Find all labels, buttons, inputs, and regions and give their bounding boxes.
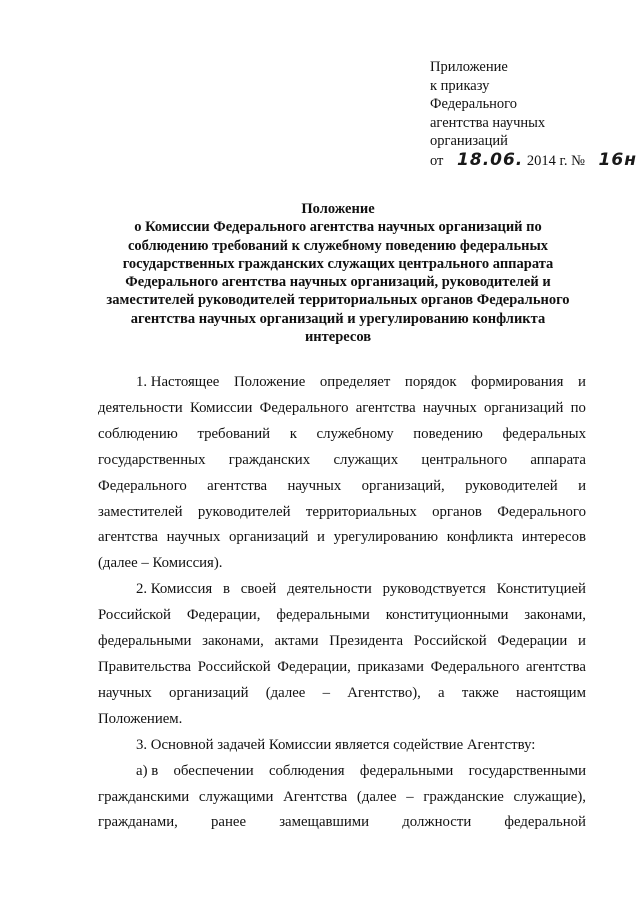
body-word: служащих xyxy=(333,451,399,468)
body-word: ранее xyxy=(211,814,247,831)
body-word: соблюдению xyxy=(98,425,178,442)
body-word: государственных xyxy=(98,451,206,468)
body-word: Федерального xyxy=(497,503,586,520)
title-line: заместителей руководителей территориальных органов Федерального xyxy=(106,292,570,309)
body-word: обеспечении xyxy=(173,762,254,779)
body-word: урегулированию xyxy=(333,529,439,546)
title-line: о Комиссии Федерального агентства научных организаций по xyxy=(134,219,542,236)
body-word: гражданские xyxy=(423,788,504,805)
body-line xyxy=(98,655,586,681)
appendix-line: Федерального xyxy=(430,96,518,112)
body-word: и xyxy=(578,374,586,390)
body-word: гражданами, xyxy=(98,814,178,831)
body-word: поведению xyxy=(413,425,483,442)
body-word: служащие), xyxy=(513,788,586,805)
body-word: научных xyxy=(98,684,152,701)
body-word: организаций xyxy=(229,529,309,546)
body-line xyxy=(98,396,586,422)
body-line xyxy=(98,681,586,707)
body-word: служебному xyxy=(316,425,394,442)
body-word: федеральной xyxy=(504,814,586,831)
body-word: научных xyxy=(287,477,342,494)
title-line: агентства научных организаций и урегулированию конфликта xyxy=(130,310,546,327)
body-word: агентства xyxy=(207,477,268,494)
body-word: Федерального xyxy=(259,399,349,416)
body-word: – xyxy=(322,684,330,701)
body-word: замещавшими xyxy=(279,814,370,831)
body-word: в xyxy=(223,581,230,598)
body-word: деятельности xyxy=(98,399,183,416)
body-line xyxy=(98,448,586,474)
title-line: Положение xyxy=(301,201,375,217)
body-word: – xyxy=(406,788,414,805)
body-word: приказами xyxy=(357,658,424,675)
body-word: конституционными xyxy=(385,607,509,624)
body-line xyxy=(98,370,586,396)
body-word: Положение xyxy=(233,374,306,390)
appendix-line: организаций xyxy=(430,133,508,149)
body-word: организаций xyxy=(169,684,249,701)
title-line: соблюдению требований к служебному поведению федеральных xyxy=(127,237,549,254)
body-line xyxy=(98,759,586,785)
body-word: законами, xyxy=(202,633,264,650)
body-word: определяет xyxy=(319,374,391,390)
appendix-header xyxy=(430,58,635,170)
body-word: агентства xyxy=(525,658,586,675)
body-line xyxy=(98,733,586,759)
body-word: центрального xyxy=(421,451,508,468)
body-line xyxy=(98,500,586,526)
body-word: Положением. xyxy=(98,710,183,727)
body-word: требований xyxy=(197,425,271,442)
body-word: организаций, xyxy=(361,477,445,494)
body-word: и xyxy=(317,529,325,546)
body-line xyxy=(98,422,586,448)
handwritten-number: 16н xyxy=(598,149,637,170)
body-word: гражданских xyxy=(228,451,311,468)
body-word: Президента xyxy=(329,633,404,650)
body-word: формирования xyxy=(471,374,564,390)
body-line xyxy=(98,785,586,811)
body-word: актами xyxy=(274,633,319,650)
body-word: 2. Комиссия xyxy=(136,581,213,598)
title-line: Федерального агентства научных организаций, руководителей и xyxy=(125,274,551,291)
body-word: Агентство), xyxy=(347,684,421,701)
body-word: 1. Настоящее xyxy=(136,374,220,390)
body-word: Российской xyxy=(413,633,487,650)
body-word: (далее xyxy=(265,684,306,701)
body-word: федеральных xyxy=(502,425,586,442)
body-word: агентства xyxy=(98,529,158,546)
body-word: к xyxy=(289,425,297,442)
body-word: федеральными xyxy=(276,607,370,624)
body-word: а xyxy=(438,684,445,701)
body-word: своей xyxy=(240,581,277,598)
body-word: должности xyxy=(402,814,472,831)
appendix-line: Приложение xyxy=(430,59,508,75)
body-word: и xyxy=(578,633,586,650)
body-word: федеральными xyxy=(98,633,192,650)
title-line: государственных гражданских служащих центрального аппарата xyxy=(122,255,554,272)
body-word: руководителей xyxy=(197,503,291,520)
body-word: конфликта xyxy=(446,529,514,546)
body-word: научных xyxy=(422,399,477,416)
body-word: Федерального xyxy=(430,658,520,675)
body-word: Федерального xyxy=(98,477,187,494)
body-word: заместителей xyxy=(98,503,183,520)
document-body xyxy=(98,370,586,836)
body-word: а) в xyxy=(136,762,159,779)
body-word: деятельности xyxy=(287,581,372,598)
body-word: научных xyxy=(166,529,221,546)
body-word: по xyxy=(570,399,586,416)
body-word: (далее xyxy=(356,788,397,805)
body-word: Российской xyxy=(197,658,271,675)
body-word: Правительства xyxy=(98,658,192,675)
body-word: Конституцией xyxy=(496,581,586,598)
body-line xyxy=(98,525,586,551)
body-word: Российской xyxy=(98,607,171,624)
body-line xyxy=(98,551,586,577)
body-word: органов xyxy=(432,503,482,520)
body-line xyxy=(98,707,586,733)
body-word: Комиссии xyxy=(189,399,253,416)
body-word: порядок xyxy=(404,374,457,390)
handwritten-date: 18.06. xyxy=(457,149,524,170)
document-title xyxy=(88,200,588,346)
body-line xyxy=(98,810,586,836)
body-word: аппарата xyxy=(530,451,586,468)
body-word: агентства xyxy=(355,399,416,416)
body-word: гражданскими xyxy=(98,788,190,805)
body-word: законами, xyxy=(524,607,586,624)
body-word: и xyxy=(578,477,586,494)
body-line xyxy=(98,474,586,500)
body-word: также xyxy=(461,684,499,701)
appendix-line: к приказу xyxy=(430,77,490,94)
body-word: руководствуется xyxy=(382,581,486,598)
body-word: территориальных xyxy=(305,503,417,520)
appendix-date-line xyxy=(430,151,635,171)
body-line xyxy=(98,629,586,655)
body-word: федеральными xyxy=(359,762,454,779)
body-word: государственными xyxy=(468,762,586,779)
body-word: служащими xyxy=(198,788,274,805)
body-line xyxy=(98,603,586,629)
body-word: Агентства xyxy=(283,788,348,805)
appendix-line: агентства научных xyxy=(430,114,546,131)
from-label: от xyxy=(430,152,444,169)
body-word: руководителей xyxy=(465,477,558,494)
body-word: организаций xyxy=(483,399,564,416)
body-word: 3. Основной задачей Комиссии является содействие Агентству: xyxy=(136,736,536,753)
body-word: Федерации xyxy=(497,633,568,650)
body-word: Федерации, xyxy=(186,607,261,624)
body-word: настоящим xyxy=(516,684,586,701)
body-word: Федерации, xyxy=(277,658,351,675)
body-line xyxy=(98,577,586,603)
body-word: интересов xyxy=(521,529,586,546)
body-word: (далее – Комиссия). xyxy=(98,555,223,572)
year-label: 2014 г. № xyxy=(526,152,585,169)
body-word: соблюдения xyxy=(268,762,345,779)
title-line: интересов xyxy=(304,329,372,346)
